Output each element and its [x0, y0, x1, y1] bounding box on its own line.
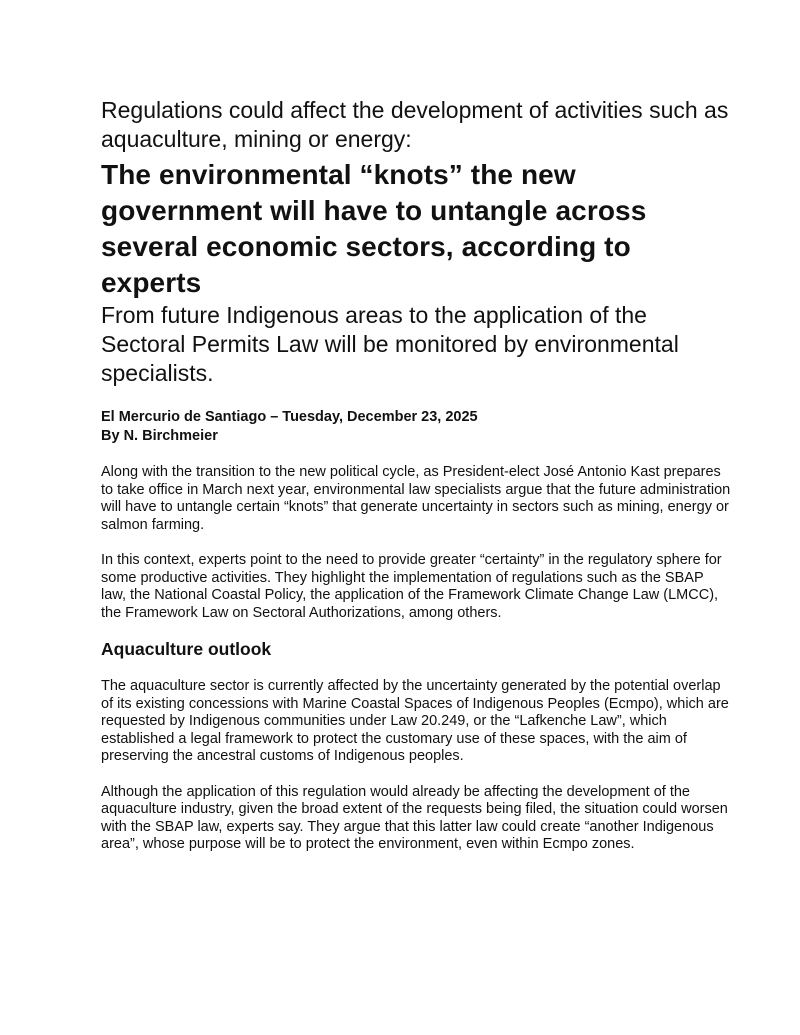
section-paragraph: The aquaculture sector is currently affected by the uncertainty generated by the potential overlap of its existing concessions with Marine Coastal Spaces of Indigenous Peoples (Ecmpo), which are requested by Indigenous communities under Law 20.249, or the “Lafkenche Law”, which established a legal framework to protect the customary use of these spaces, with the aim of preserving the ancestral customs of Indigenous peoples.	[101, 678, 729, 764]
article	[101, 96, 731, 854]
section-heading: Aquaculture outlook	[101, 639, 272, 659]
byline: By N. Birchmeier	[101, 428, 218, 444]
body-paragraph: Along with the transition to the new political cycle, as President-elect José Antonio Kast prepares to take office in March next year, environmental law specialists argue that the future administration will have to untangle certain “knots” that generate uncertainty in sectors such as mining, energy or salmon farming.	[101, 464, 731, 533]
body-paragraph: In this context, experts point to the need to provide greater “certainty” in the regulatory sphere for some productive activities. They highlight the implementation of regulations such as the SBAP law, the National Coastal Policy, the application of the Framework Climate Change Law (LMCC), the Framework Law on Sectoral Authorizations, among others.	[101, 552, 722, 621]
article-deck: From future Indigenous areas to the application of the Sectoral Permits Law will be monitored by environmental specialists.	[101, 302, 679, 386]
article-meta	[101, 408, 731, 446]
source-line: El Mercurio de Santiago – Tuesday, December 23, 2025	[101, 409, 478, 425]
section-paragraph: Although the application of this regulation would already be affecting the development of the aquaculture industry, given the broad extent of the requests being filed, the situation could worsen with the SBAP law, experts say. They argue that this latter law could create “another Indigenous area”, whose purpose will be to protect the environment, even within Ecmpo zones.	[101, 783, 728, 852]
article-headline: The environmental “knots” the new government will have to untangle across several economic sectors, according to experts	[101, 159, 647, 298]
article-kicker: Regulations could affect the development of activities such as aquaculture, mining or energy:	[101, 97, 729, 152]
